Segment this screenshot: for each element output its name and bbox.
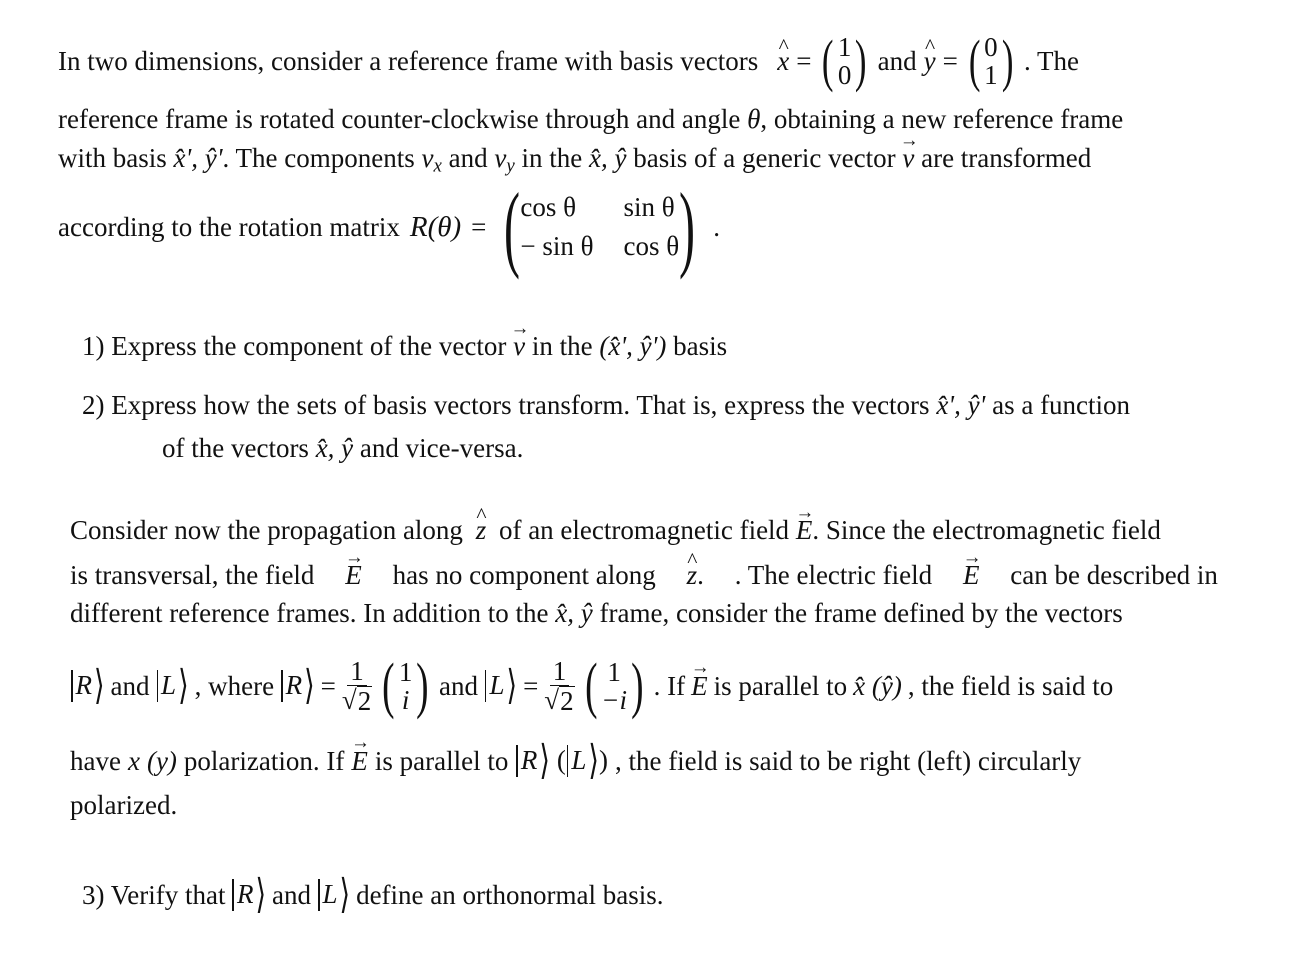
y-hat-entry-1: 0 — [984, 31, 998, 62]
ket-angle: ⟩ — [588, 737, 599, 783]
one-over-sqrt2 — [544, 657, 574, 716]
R-entry-2: i — [401, 685, 410, 715]
right-paren: ) — [855, 28, 867, 93]
question-2-b: as a function — [992, 390, 1131, 420]
ket-R — [231, 871, 267, 917]
matrix-entry-21: − sin θ — [520, 231, 594, 261]
equals-sign: = — [796, 45, 812, 76]
L-entry-2: −i — [601, 685, 628, 715]
p2-line-1-c: . Since the electromagnetic field — [812, 515, 1161, 545]
matrix-entry-12: sin θ — [623, 192, 675, 222]
basis-symbols: x̂, ŷ — [315, 433, 354, 463]
p2-line-3-b: frame, consider the frame defined by the vectors — [599, 598, 1123, 628]
p2-line-4 — [70, 640, 1113, 732]
z-hat-symbol: ^ z — [687, 562, 698, 589]
is-parallel-to: is parallel to — [713, 670, 848, 701]
right-paren: ) — [631, 652, 644, 720]
y-hat-entries — [984, 33, 998, 90]
matrix-entry-11: cos θ — [520, 192, 577, 222]
fraction-numerator: 1 — [347, 657, 367, 686]
ket-bar — [232, 879, 234, 911]
if-word: . If — [653, 670, 686, 701]
E-vector-symbol: → E — [691, 673, 708, 700]
equals-sign: = — [320, 670, 336, 701]
ket-angle: ⟩ — [339, 871, 351, 917]
p2-line-3-a: different reference frames. In addition to the — [70, 598, 549, 628]
E-vector-symbol: → E — [796, 517, 813, 544]
ket-bar — [318, 879, 320, 911]
p2-line-3 — [70, 600, 1123, 627]
E-vector-symbol: → E — [345, 562, 362, 589]
left-paren: ( — [504, 173, 521, 280]
p1-line-3-a: with basis — [58, 143, 167, 173]
vx-symbol — [421, 143, 442, 177]
ket-R-letter: R — [520, 745, 538, 776]
ket-R-letter: R — [75, 670, 92, 701]
rotation-matrix-entries — [520, 194, 679, 260]
R-vector-entries — [399, 658, 413, 715]
ket-R-letter: R — [236, 879, 254, 910]
sqrt-2 — [342, 686, 372, 715]
vy-subscript: y — [506, 155, 515, 177]
question-1-b: in the — [531, 331, 593, 361]
ket-L-letter: L — [489, 670, 505, 701]
sqrt-radicand: 2 — [357, 686, 372, 716]
p2-line-2-d: can be described in — [1010, 560, 1218, 590]
question-1-a: 1) Express the component of the vector — [82, 331, 507, 361]
ket-angle: ⟩ — [506, 662, 518, 708]
ket-angle: ⟩ — [178, 662, 189, 708]
rotation-matrix — [496, 173, 703, 280]
sqrt-2 — [544, 686, 574, 715]
x-symbol: x — [127, 745, 140, 776]
E-vector-symbol: → E — [963, 562, 980, 589]
E-vector-symbol: → E — [351, 748, 368, 775]
ket-bar — [71, 670, 73, 702]
where-word: , where — [194, 670, 275, 701]
p1-line-3-e: are transformed — [921, 143, 1092, 173]
L-column-vector — [581, 652, 648, 720]
ket-angle: ⟩ — [539, 737, 550, 783]
R-entry-1: 1 — [398, 656, 413, 687]
question-3 — [82, 871, 664, 917]
p2-line-5-b: polarization. If — [183, 745, 345, 776]
p2-line-1-b: of an electromagnetic field — [498, 515, 790, 545]
ket-R — [515, 737, 550, 783]
y-hat-symbol: ^ y — [924, 48, 936, 75]
and-word: and — [272, 879, 311, 910]
p1-line-3 — [58, 145, 1091, 177]
basis-prime-symbols: x̂', ŷ' — [173, 143, 223, 173]
vx-letter: v — [421, 143, 434, 173]
question-3-a: 3) Verify that — [82, 879, 226, 910]
p1-line-4 — [58, 173, 720, 280]
p1-line-2-end: , obtaining a new reference frame — [760, 104, 1124, 134]
rotation-matrix-label: R(θ) — [409, 210, 462, 243]
v-vector-symbol: → v — [902, 145, 914, 172]
ket-L — [317, 871, 351, 917]
vx-subscript: x — [433, 155, 442, 177]
p2-line-2-c: . The electric field — [734, 560, 933, 590]
p1-line-1-text: In two dimensions, consider a reference frame with basis vectors — [58, 45, 759, 76]
right-paren: ) — [1001, 28, 1014, 93]
and-word: and — [110, 670, 150, 701]
sqrt-sign: √ — [341, 685, 357, 715]
p1-line-4-text: according to the rotation matrix — [58, 211, 400, 242]
p1-line-3-c: in the — [521, 143, 583, 173]
v-vector-symbol: → v — [513, 333, 525, 360]
ket-L-letter: L — [161, 670, 177, 701]
question-2-line-2 — [162, 435, 523, 462]
p2-line-2: is transversal, the field → E has no component along ^ z. . The electric field → E can be described in — [70, 562, 1218, 589]
prime-basis-pair: (x̂', ŷ') — [599, 331, 667, 361]
left-paren: ( — [382, 652, 395, 720]
and-word: and — [439, 670, 478, 701]
p2-line-1-a: Consider now the propagation along — [70, 515, 463, 545]
ket-R-letter: R — [285, 670, 303, 701]
p2-line-2-a: is transversal, the field — [70, 560, 315, 590]
x-hat-entry-1: 1 — [837, 31, 852, 62]
ket-bar — [485, 670, 487, 702]
x-hat-symbol: ^ x — [777, 48, 789, 75]
p2-line-5 — [70, 737, 1082, 783]
ket-L — [484, 662, 518, 708]
p2-line-5-d: , the field is said to be right (left) circularly — [614, 745, 1082, 776]
p2-line-5-a: have — [70, 745, 121, 776]
x-or-y-hat: x̂ (ŷ) — [853, 670, 902, 701]
p1-line-3-d: basis of a generic vector — [633, 143, 896, 173]
right-paren: ) — [416, 652, 429, 720]
theta-symbol: θ — [747, 104, 761, 134]
question-2-d: and vice-versa. — [359, 433, 524, 463]
equals-sign: = — [942, 45, 958, 76]
x-hat-entry-2: 0 — [837, 60, 852, 90]
ket-bar — [516, 745, 518, 777]
ket-L-letter: L — [322, 879, 338, 910]
the-word: . The — [1024, 45, 1079, 76]
ket-L-parenthesized: ( L ⟩ ) — [556, 737, 608, 783]
p1-line-1 — [58, 28, 1079, 93]
ket-R — [70, 662, 105, 708]
ket-bar — [281, 670, 283, 702]
x-hat-entries — [838, 33, 852, 90]
period: . — [713, 211, 720, 242]
left-paren: ( — [584, 652, 598, 720]
left-paren: ( — [822, 28, 834, 93]
question-1-c: basis — [673, 331, 728, 361]
one-over-sqrt2 — [342, 657, 372, 716]
ket-R — [280, 662, 315, 708]
question-2-line-1 — [82, 392, 1130, 419]
left-paren: ( — [968, 28, 981, 93]
fraction-numerator: 1 — [550, 657, 570, 686]
L-vector-entries — [601, 658, 627, 715]
question-1 — [82, 333, 727, 360]
x-hat-column-vector — [818, 28, 870, 93]
vy-letter: v — [494, 143, 507, 173]
question-2-c: of the vectors — [162, 433, 309, 463]
ket-bar — [567, 745, 569, 777]
basis-symbols: x̂, ŷ — [589, 143, 627, 173]
and-word: and — [877, 45, 917, 76]
ket-L — [156, 662, 189, 708]
p2-line-5-c: is parallel to — [374, 745, 509, 776]
p1-line-2-text: reference frame is rotated counter-clockwise through and angle — [58, 104, 741, 134]
R-column-vector — [378, 652, 433, 720]
equals-sign: = — [523, 670, 539, 701]
ket-bar — [157, 670, 159, 702]
p2-line-6: polarized. — [70, 790, 178, 820]
y-hat-entry-2: 1 — [984, 60, 998, 90]
ket-L-letter: L — [571, 745, 587, 776]
ket-angle: ⟩ — [94, 662, 105, 708]
ket-angle: ⟩ — [255, 871, 267, 917]
basis-symbols: x̂, ŷ — [555, 598, 593, 628]
L-entry-1: 1 — [607, 656, 621, 687]
vy-symbol — [494, 143, 515, 177]
z-hat-symbol: ^ z — [476, 517, 487, 544]
right-paren: ) — [679, 173, 696, 280]
p2-line-1 — [70, 517, 1161, 544]
ket-angle: ⟩ — [304, 662, 315, 708]
sqrt-radicand: 2 — [560, 686, 574, 716]
field-is-said-to: , the field is said to — [907, 670, 1114, 701]
p1-line-3-b: . The components — [222, 143, 415, 173]
question-3-b: define an orthonormal basis. — [356, 879, 664, 910]
matrix-entry-22: cos θ — [623, 231, 680, 261]
y-hat-column-vector — [965, 28, 1017, 93]
p1-line-2 — [58, 106, 1123, 133]
question-2-a: 2) Express how the sets of basis vectors transform. That is, express the vectors — [82, 390, 930, 420]
y-symbol: (y) — [146, 745, 177, 776]
p1-line-3-and: and — [448, 143, 488, 173]
p2-line-2-b: has no component along — [392, 560, 656, 590]
equals-sign: = — [471, 211, 487, 242]
basis-prime-symbols: x̂', ŷ' — [936, 390, 986, 420]
sqrt-sign: √ — [544, 685, 560, 715]
